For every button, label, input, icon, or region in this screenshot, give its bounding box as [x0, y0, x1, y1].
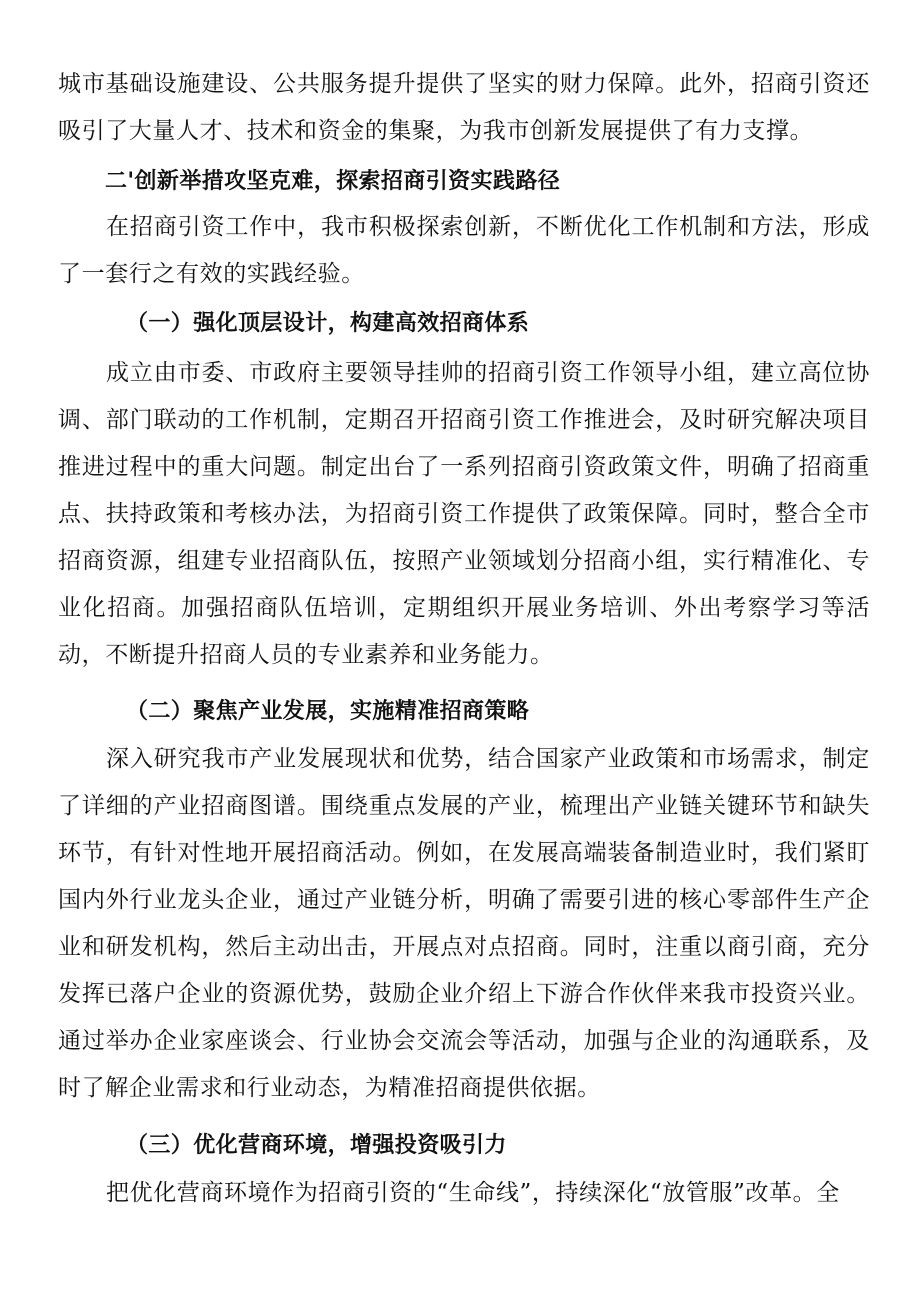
- subsection-3-title: （三）优化营商环境，增强投资吸引力: [126, 1133, 507, 1158]
- section-heading-2: 二'创新举措攻坚克难，探索招商引资实践路径: [105, 169, 561, 194]
- subsection-1-body: 成立由市委、市政府主要领导挂帅的招商引资工作领导小组，建立高位协调、部门联动的工作机制，定期召开招商引资工作推进会，及时研究解决项目推进过程中的重大问题。制定出台了一系列招商引资政策文件，明确了招商重点、扶持政策和考核办法，为招商引资工作提供了政策保障。同时，整合全市招商资源，组建专业招商队伍，按照产业领域划分招商小组，实行精准化、专业化招商。加强招商队伍培训，定期组织开展业务培训、外出考察学习等活动，不断提升招商人员的专业素养和业务能力。: [58, 360, 870, 668]
- subsection-2-body: 深入研究我市产业发展现状和优势，结合国家产业政策和市场需求，制定了详细的产业招商图谱。围绕重点发展的产业，梳理出产业链关键环节和缺失环节，有针对性地开展招商活动。例如，在发展高端装备制造业时，我们紧盯国内外行业龙头企业，通过产业链分析，明确了需要引进的核心零部件生产企业和研发机构，然后主动出击，开展点对点招商。同时，注重以商引商，充分发挥已落户企业的资源优势，鼓励企业介绍上下游合作伙伴来我市投资兴业。通过举办企业家座谈会、行业协会交流会等活动，加强与企业的沟通联系，及时了解企业需求和行业动态，为精准招商提供依据。: [58, 746, 870, 1101]
- subsection-2-title: （二）聚焦产业发展，实施精准招商策略: [126, 699, 530, 724]
- section-2-intro-paragraph: 在招商引资工作中，我市积极探索创新，不断优化工作机制和方法，形成了一套行之有效的实践经验。: [58, 214, 870, 287]
- intro-paragraph: 城市基础设施建设、公共服务提升提供了坚实的财力保障。此外，招商引资还吸引了大量人才、技术和资金的集聚，为我市创新发展提供了有力支撑。: [58, 71, 870, 144]
- subsection-3-body: 把优化营商环境作为招商引资的“生命线”，持续深化“放管服”改革。全: [106, 1180, 840, 1206]
- subsection-1-title: （一）强化顶层设计，构建高效招商体系: [126, 311, 530, 336]
